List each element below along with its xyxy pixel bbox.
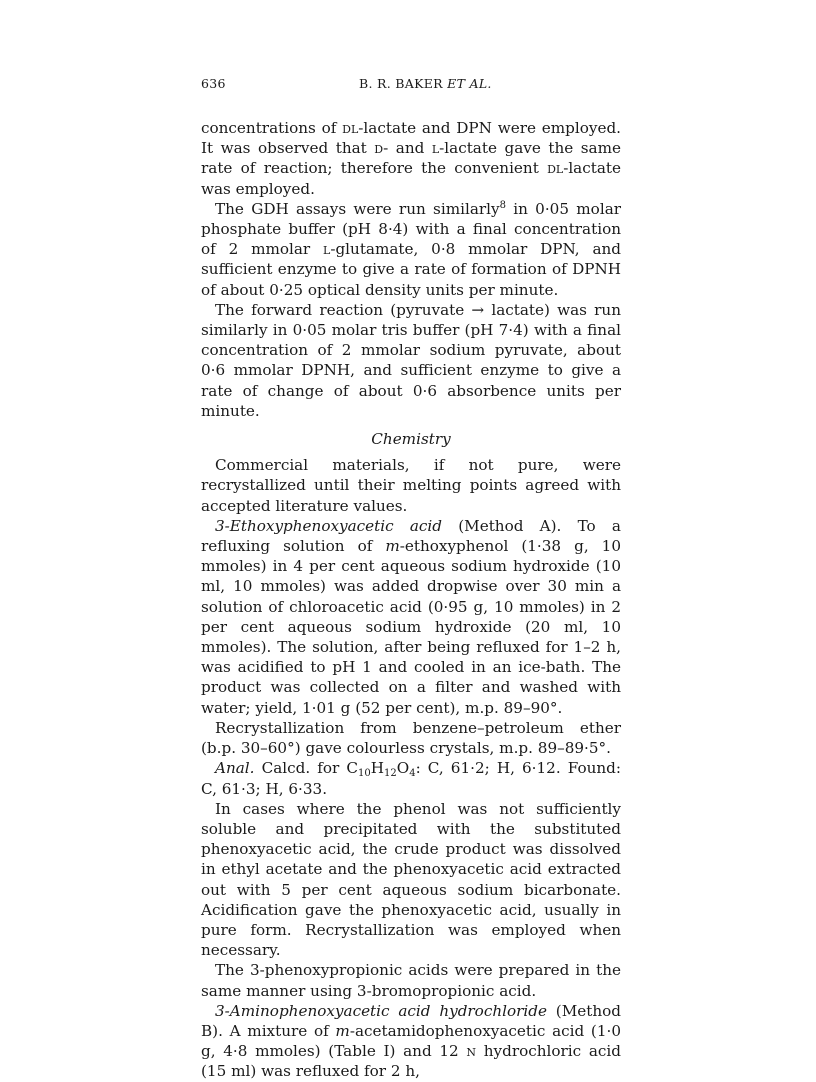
paragraph-forward-reaction: The forward reaction (pyruvate → lactate) was run similarly in 0·05 molar tris buffer (pH 7·4) with a final concentration of 2 mmolar sodium pyruvate, about 0·6 mmolar DPNH, and sufficient enzyme to give a rate of change of about 0·6 absorbence units per minute.: [201, 300, 621, 420]
paragraph-method-b: [201, 1001, 621, 1082]
text-run: -lactate and DPN were employed. It was observed that: [201, 119, 621, 158]
text-run: O: [396, 759, 410, 778]
running-head-authors: [359, 76, 492, 91]
paragraph-insoluble-phenol: In cases where the phenol was not sufficiently soluble and precipitated with the substituted phenoxyacetic acid, the crude product was dissolved in ethyl acetate and the phenoxyacetic acid extracted out with 5 per cent aqueous sodium bicarbonate. Acidification gave the phenoxyacetic acid, usually in pure form. Recrystallization was employed when necessary.: [201, 799, 621, 960]
small-caps-prefix: d: [374, 139, 384, 158]
text-run: hydrochloric acid (15 ml) was refluxed for 2 h,: [201, 1042, 621, 1081]
compound-title: 3-Aminophenoxyacetic acid hydrochloride: [215, 1001, 547, 1020]
paragraph-analysis: [201, 758, 621, 798]
section-heading-chemistry: Chemistry: [371, 430, 451, 449]
analysis-label: Anal.: [215, 759, 255, 778]
text-run: The GDH assays were run similarly: [215, 199, 500, 218]
text-run: -lactate gave the same rate of reaction; therefore the convenient: [201, 139, 621, 178]
text-run: : C, 61·2; H, 6·12. Found: C, 61·3; H, 6·33.: [201, 759, 621, 798]
text-run: -ethoxyphenol (1·38 g, 10 mmoles) in 4 per cent aqueous sodium hydroxide (10 ml, 10 mmoles) was added dropwise over 30 min a solution of chloroacetic acid (0·95 g, 10 mmoles) in 2 per cent aqueous sodium hydroxide (20 ml, 10 mmoles). The solution, after being refluxed for 1–2 h, was acidified to pH 1 and cooled in an ice-bath. The product was collected on a filter and washed with water; yield, 1·01 g (52 per cent), m.p. 89–90°.: [201, 537, 621, 717]
text-run: Calcd. for C: [254, 759, 359, 778]
subscript: 10: [358, 768, 371, 780]
text-run: concentrations of: [201, 119, 343, 137]
paragraph-recrystallization: Recrystallization from benzene–petroleum ether (b.p. 30–60°) gave colourless crystals, m.p. 89–89·5°.: [201, 718, 621, 758]
text-run: in 0·05 molar phosphate buffer (pH 8·4) with a final concentration of 2 mmolar: [201, 199, 622, 259]
text-run: -glutamate, 0·8 mmolar DPN, and sufficient enzyme to give a rate of formation of DPNH of about 0·25 optical density units per minute.: [201, 240, 621, 299]
paragraph-commercial-materials: Commercial materials, if not pure, were recrystallized until their melting points agreed with accepted literature values.: [201, 456, 621, 515]
author-name: B. R. BAKER: [359, 76, 443, 91]
small-caps-prefix: l: [323, 240, 331, 259]
text-run: (Method A). To a refluxing solution of: [201, 516, 621, 556]
subscript: 4: [409, 768, 416, 780]
small-caps-prefix: dl: [547, 159, 564, 178]
text-run: - and: [383, 139, 432, 158]
paragraph-phenoxypropionic: The 3-phenoxypropionic acids were prepared in the same manner using 3-bromopropionic acid.: [201, 961, 621, 1000]
et-al: ET AL.: [447, 76, 492, 91]
small-caps-prefix: l: [431, 139, 440, 158]
page-number: 636: [201, 76, 226, 91]
subscript: 12: [384, 768, 397, 780]
text-run: H: [370, 759, 385, 778]
body-text: [201, 118, 621, 1082]
paragraph-lactate-continued: [201, 118, 621, 199]
compound-title: 3-Ethoxyphenoxyacetic acid: [215, 516, 442, 535]
italic-prefix: m: [335, 1021, 350, 1040]
italic-prefix: m: [385, 537, 400, 556]
small-caps-prefix: n: [466, 1042, 477, 1061]
paragraph-gdh-assays: [201, 199, 621, 300]
text-run: -acetamidophenoxyacetic acid (1·0 g, 4·8 mmoles) (Table I) and 12: [201, 1021, 621, 1061]
text-run: (Method B). A mixture of: [201, 1001, 622, 1040]
small-caps-prefix: dl: [342, 119, 359, 137]
paragraph-method-a: [201, 516, 621, 718]
reference-superscript: 8: [499, 199, 506, 211]
text-run: -lactate was employed.: [201, 159, 621, 198]
